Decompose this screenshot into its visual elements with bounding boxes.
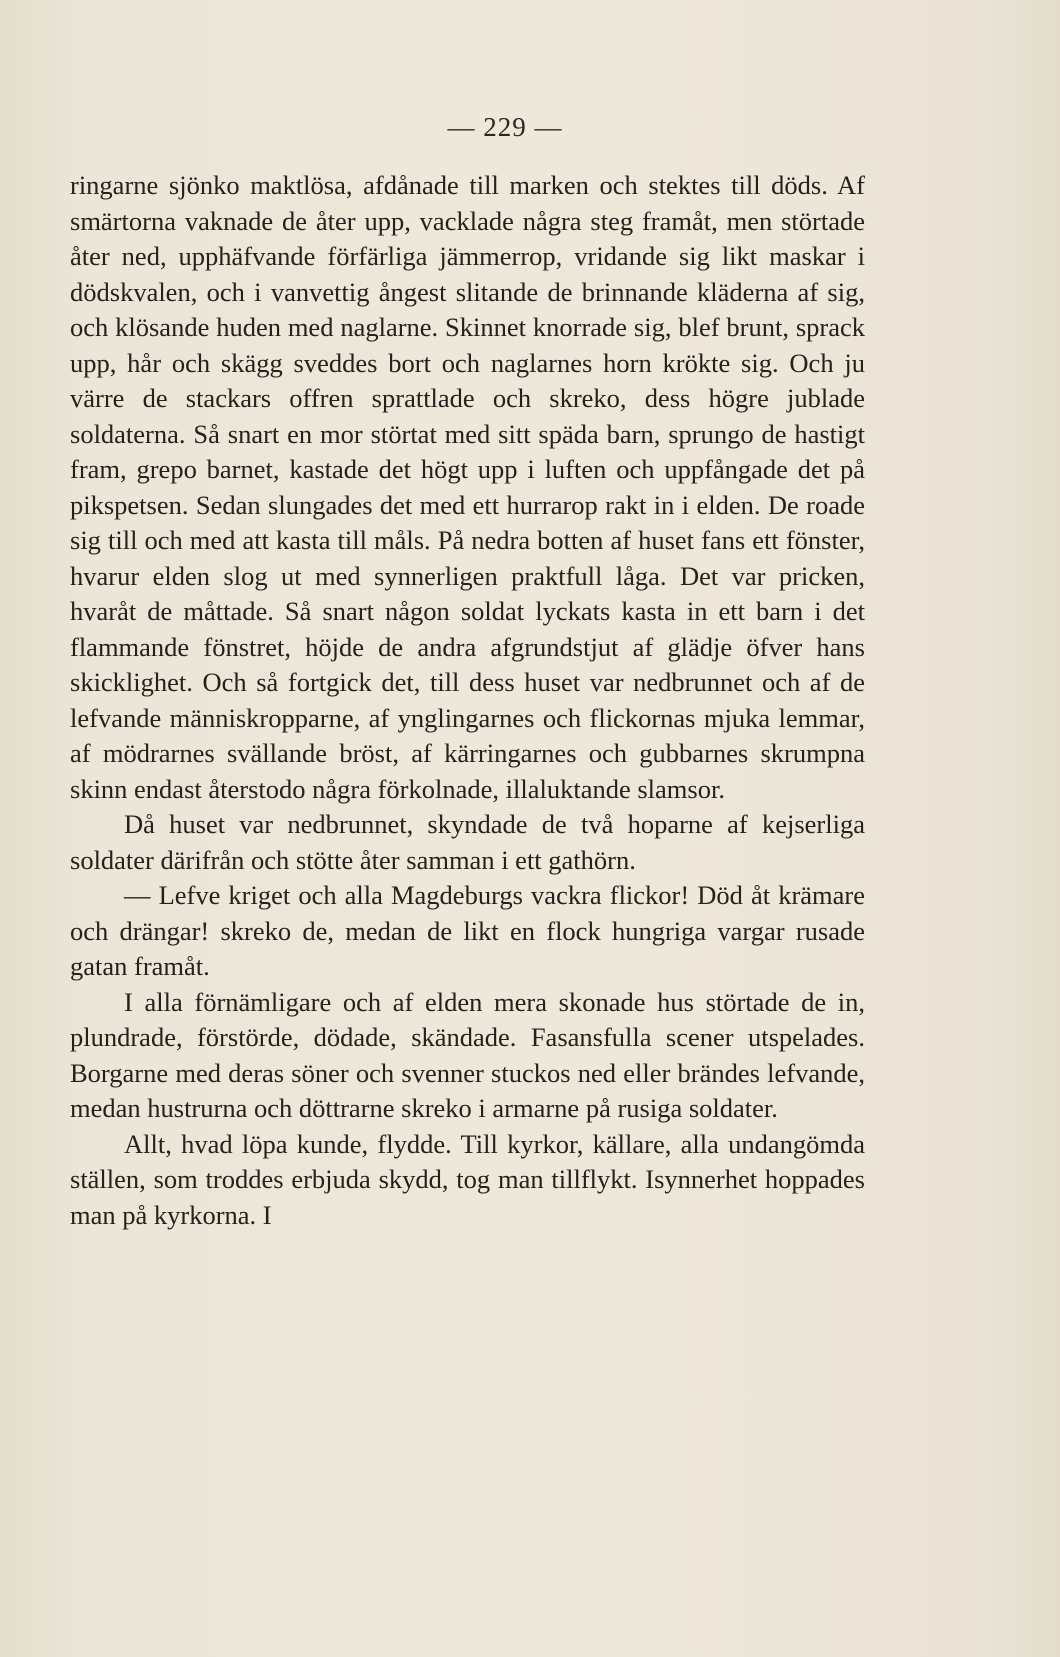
page-number: — 229 — [447, 112, 563, 142]
paragraph-5: Allt, hvad löpa kunde, flydde. Till kyrkor, källare, alla undangömda ställen, som troddes erbjuda skydd, tog man tillflykt. Isynnerhet hoppades man på kyrkorna. I [70, 1128, 865, 1230]
paragraph-4: I alla förnämligare och af elden mera skonade hus störtade de in, plundrade, förstörde, dödade, skändade. Fasansfulla scener utspelades. Borgarne med deras söner och svenner stuckos ned eller brändes lefvande, medan hustrurna och döttrarne skreko i armarne på rusiga soldater. [70, 986, 865, 1123]
paragraph-3: — Lefve kriget och alla Magdeburgs vackra flickor! Död åt krämare och drängar! skreko de, medan de likt en flock hungriga vargar rusade gatan framåt. [70, 880, 865, 981]
paragraph-2: Då huset var nedbrunnet, skyndade de två hoparne af kejserliga soldater därifrån och stötte åter samman i ett gathörn. [70, 809, 865, 875]
paragraph-1: ringarne sjönko maktlösa, afdånade till marken och stektes till döds. Af smärtorna vaknade de åter upp, vacklade några steg framåt, men störtade åter ned, upphäfvande förfärliga jämmerrop, vridande sig likt maskar i dödskvalen, och i vanvettig ångest slitande de brinnande kläderna af sig, och klösande huden med naglarne. Skinnet knorrade sig, blef brunt, sprack upp, hår och skägg sveddes bort och naglarnes horn krökte sig. Och ju värre de stackars offren sprattlade och skreko, dess högre jublade soldaterna. Så snart en mor störtat med sitt späda barn, sprungo de hastigt fram, grepo barnet, kastade det högt upp i luften och uppfångade det på pikspetsen. Sedan slungades det med ett hurrarop rakt in i elden. De roade sig till och med att kasta till måls. På nedra botten af huset fans ett fönster, hvarur elden slog ut med synnerligen praktfull låga. Det var pricken, hvaråt de måttade. Så snart någon soldat lyckats kasta in ett barn i det flammande fönstret, höjde de andra afgrundstjut af glädje öfver hans skicklighet. Och så fortgick det, till dess huset var nedbrunnet och af de lefvande människropparne, af ynglingarnes och flickornas mjuka lemmar, af mödrarnes svällande bröst, af kärringarnes och gubbarnes skrumpna skinn endast återstodo några förkolnade, illaluktande slamsor. [70, 170, 865, 804]
body-text [70, 168, 865, 1233]
